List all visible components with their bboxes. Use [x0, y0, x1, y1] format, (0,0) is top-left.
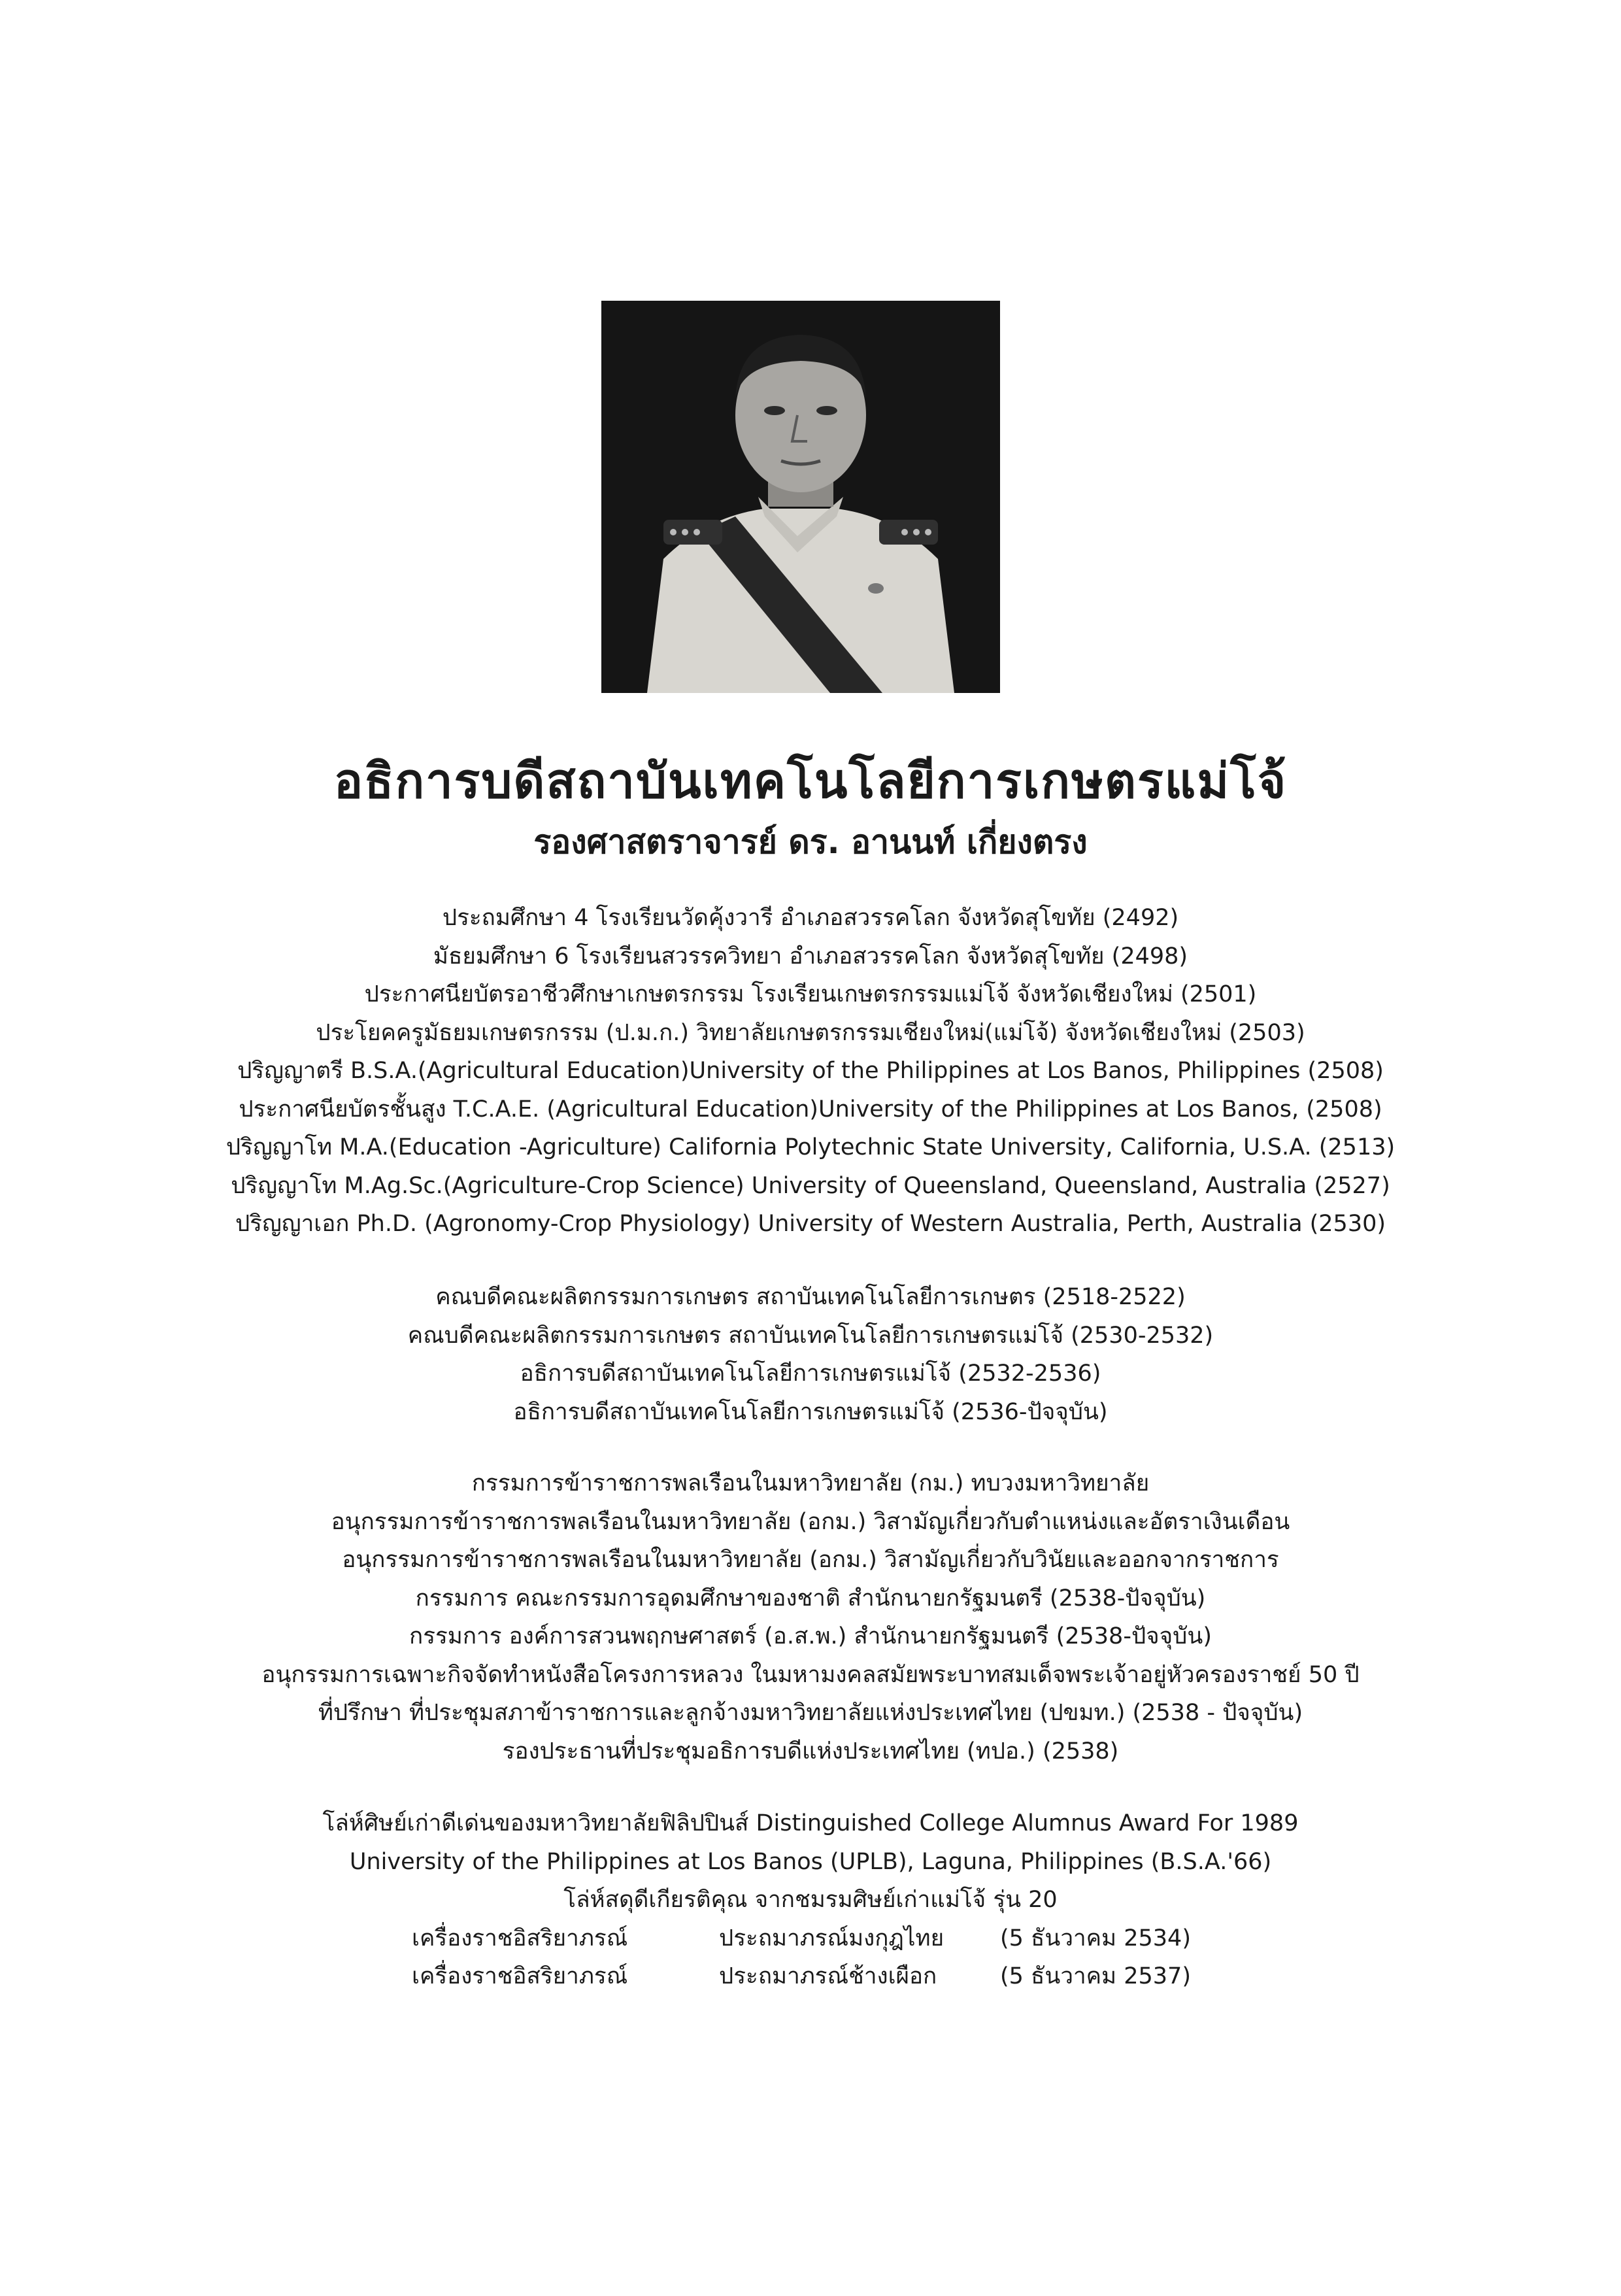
committee-item: รองประธานที่ประชุมอธิการบดีแห่งประเทศไทย (ทปอ.) (2538) — [502, 1738, 1119, 1764]
award-item: University of the Philippines at Los Banos (UPLB), Laguna, Philippines (B.S.A.'66) — [349, 1848, 1272, 1875]
education-item: ประกาศนียบัตรชั้นสูง T.C.A.E. (Agricultural Education)University of the Philippines at Los Banos, (2508) — [239, 1096, 1382, 1123]
committee-item: อนุกรรมการข้าราชการพลเรือนในมหาวิทยาลัย (อกม.) วิสามัญเกี่ยวกับวินัยและออกจากราชการ — [342, 1547, 1279, 1573]
portrait-photo — [601, 301, 1000, 693]
portrait-illustration — [601, 301, 1000, 693]
committee-item: กรรมการ องค์การสวนพฤกษศาสตร์ (อ.ส.พ.) สำนักนายกรัฐมนตรี (2538-ปัจจุบัน) — [409, 1623, 1212, 1649]
award-item: โล่ห์สดุดีเกียรติคุณ จากชมรมศิษย์เก่าแม่โจ้ รุ่น 20 — [563, 1887, 1058, 1913]
person-name: รองศาสตราจารย์ ดร. อานนท์ เกี่ยงตรง — [533, 823, 1088, 861]
education-item: ปริญญาโท M.A.(Education -Agriculture) California Polytechnic State University, California, U.S.A. (2513) — [226, 1134, 1395, 1160]
decoration-label: เครื่องราชอิสริยาภรณ์ — [412, 1925, 628, 1951]
education-item: มัธยมศึกษา 6 โรงเรียนสวรรควิทยา อำเภอสวรรคโลก จังหวัดสุโขทัย (2498) — [433, 943, 1188, 970]
page-title: อธิการบดีสถาบันเทคโนโลยีการเกษตรแม่โจ้ — [333, 753, 1288, 809]
education-item: ปริญญาโท M.Ag.Sc.(Agriculture-Crop Science) University of Queensland, Queensland, Australia (2527) — [231, 1172, 1390, 1199]
position-item: คณบดีคณะผลิตกรรมการเกษตร สถาบันเทคโนโลยีการเกษตร (2518-2522) — [435, 1284, 1186, 1310]
committee-item: อนุกรรมการข้าราชการพลเรือนในมหาวิทยาลัย (อกม.) วิสามัญเกี่ยวกับตำแหน่งและอัตราเงินเดือน — [331, 1508, 1290, 1535]
committee-item: กรรมการ คณะกรรมการอุดมศึกษาของชาติ สำนักนายกรัฐมนตรี (2538-ปัจจุบัน) — [415, 1585, 1206, 1612]
position-item: คณบดีคณะผลิตกรรมการเกษตร สถาบันเทคโนโลยีการเกษตรแม่โจ้ (2530-2532) — [407, 1322, 1214, 1349]
education-item: ประถมศึกษา 4 โรงเรียนวัดคุ้งวารี อำเภอสวรรคโลก จังหวัดสุโขทัย (2492) — [442, 905, 1179, 931]
decoration-label: เครื่องราชอิสริยาภรณ์ — [412, 1963, 628, 1989]
committee-item: ที่ปรึกษา ที่ประชุมสภาข้าราชการและลูกจ้างมหาวิทยาลัยแห่งประเทศไทย (ปขมท.) (2538 - ปัจจุบัน) — [318, 1700, 1303, 1726]
decoration-row — [196, 1957, 1425, 1996]
award-item: โล่ห์ศิษย์เก่าดีเด่นของมหาวิทยาลัยฟิลิปปินส์ Distinguished College Alumnus Award For 1989 — [322, 1810, 1299, 1836]
decoration-row — [196, 1919, 1425, 1958]
decoration-name: ประถมาภรณ์ช้างเผือก — [719, 1963, 937, 1989]
committee-item: อนุกรรมการเฉพาะกิจจัดทำหนังสือโครงการหลวง ในมหามงคลสมัยพระบาทสมเด็จพระเจ้าอยู่หัวครองราชย์ 50 ปี — [261, 1661, 1360, 1688]
positions-list — [196, 1278, 1425, 1431]
education-item: ประกาศนียบัตรอาชีวศึกษาเกษตรกรรม โรงเรียนเกษตรกรรมแม่โจ้ จังหวัดเชียงใหม่ (2501) — [364, 981, 1257, 1007]
decoration-date: (5 ธันวาคม 2534) — [1000, 1925, 1191, 1951]
education-item: ปริญญาเอก Ph.D. (Agronomy-Crop Physiology) University of Western Australia, Perth, Australia (2530) — [235, 1211, 1386, 1237]
position-item: อธิการบดีสถาบันเทคโนโลยีการเกษตรแม่โจ้ (2536-ปัจจุบัน) — [513, 1398, 1108, 1425]
awards-list — [196, 1804, 1425, 1996]
education-item: ปริญญาตรี B.S.A.(Agricultural Education)University of the Philippines at Los Banos, Philippines (2508) — [237, 1058, 1384, 1084]
decoration-name: ประถมาภรณ์มงกุฎไทย — [719, 1925, 944, 1951]
decoration-date: (5 ธันวาคม 2537) — [1000, 1963, 1191, 1989]
position-item: อธิการบดีสถาบันเทคโนโลยีการเกษตรแม่โจ้ (2532-2536) — [520, 1360, 1101, 1387]
committee-item: กรรมการข้าราชการพลเรือนในมหาวิทยาลัย (กม.) ทบวงมหาวิทยาลัย — [471, 1470, 1150, 1496]
education-list — [196, 899, 1425, 1243]
committees-list — [196, 1464, 1425, 1770]
education-item: ประโยคครูมัธยมเกษตรกรรม (ป.ม.ก.) วิทยาลัยเกษตรกรรมเชียงใหม่(แม่โจ้) จังหวัดเชียงใหม่ (2503) — [316, 1019, 1305, 1046]
